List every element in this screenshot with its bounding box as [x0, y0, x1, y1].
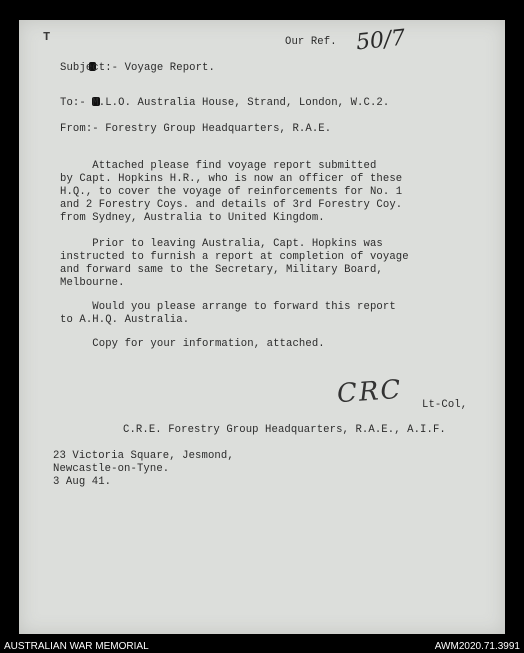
- address-line: 23 Victoria Square, Jesmond,: [53, 450, 234, 462]
- from-line: From:- Forestry Group Headquarters, R.A.E.: [60, 123, 332, 135]
- date-line: 3 Aug 41.: [53, 476, 112, 488]
- signatory-title: C.R.E. Forestry Group Headquarters, R.A.E., A.I.F.: [123, 424, 446, 436]
- our-ref-handwritten: 50/7: [354, 25, 407, 56]
- paragraph-3-line: Would you please arrange to forward this report: [60, 301, 396, 313]
- subject-line: Subject:- Voyage Report.: [60, 62, 215, 74]
- paragraph-3-line: to A.H.Q. Australia.: [60, 314, 190, 326]
- paragraph-2-line: and forward same to the Secretary, Military Board,: [60, 264, 383, 276]
- corner-mark: T: [43, 30, 51, 44]
- rank: Lt-Col,: [422, 399, 468, 411]
- signature: CRC: [336, 374, 404, 410]
- paragraph-1-line: and 2 Forestry Coys. and details of 3rd Forestry Coy.: [60, 199, 403, 211]
- to-line: To:- M.L.O. Australia House, Strand, London, W.C.2.: [60, 97, 390, 109]
- paragraph-2-line: Prior to leaving Australia, Capt. Hopkins was: [60, 238, 383, 250]
- paragraph-1-line: from Sydney, Australia to United Kingdom.: [60, 212, 325, 224]
- paragraph-2-line: Melbourne.: [60, 277, 125, 289]
- address-line: Newcastle-on-Tyne.: [53, 463, 170, 475]
- paragraph-2-line: instructed to furnish a report at completion of voyage: [60, 251, 409, 263]
- document-page: [19, 20, 505, 634]
- paragraph-1-line: by Capt. Hopkins H.R., who is now an officer of these: [60, 173, 403, 185]
- footer-accession-number: AWM2020.71.3991: [434, 641, 520, 652]
- paragraph-1-line: Attached please find voyage report submitted: [60, 160, 377, 172]
- copy-line: Copy for your information, attached.: [60, 338, 325, 350]
- our-ref-label: Our Ref.: [285, 36, 337, 48]
- paragraph-1-line: H.Q., to cover the voyage of reinforcements for No. 1: [60, 186, 403, 198]
- footer-institution: AUSTRALIAN WAR MEMORIAL: [4, 641, 149, 652]
